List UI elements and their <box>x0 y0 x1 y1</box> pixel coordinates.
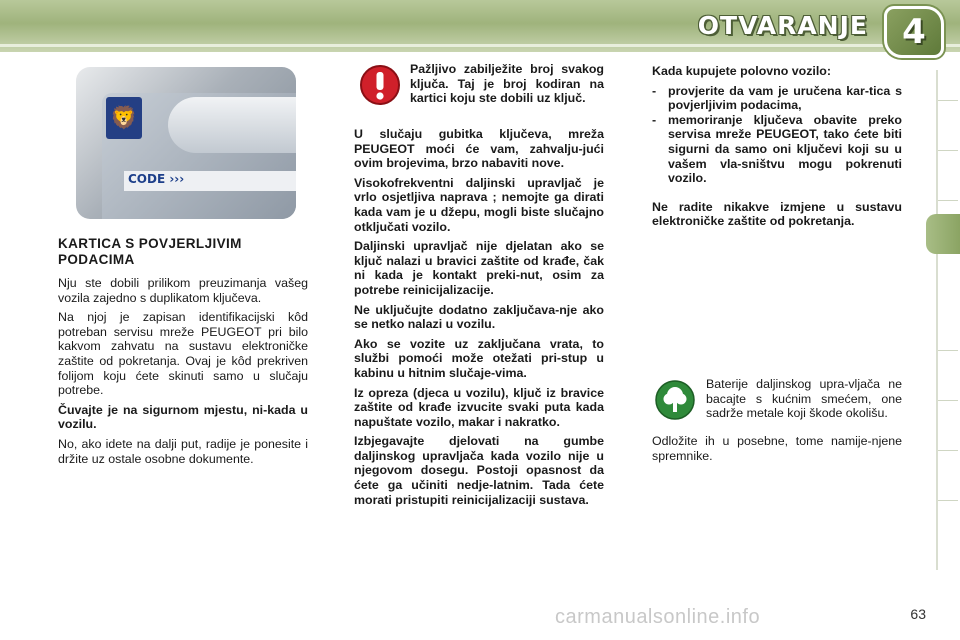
tab-marker <box>938 350 958 351</box>
used-vehicle-list <box>652 84 902 186</box>
immobiliser-note: Ne radite nikakve izmjene u sustavu elektroničke zaštite od pokretanja. <box>652 199 902 229</box>
col3-body <box>652 64 902 234</box>
battery-disposal-instruction: Odložite ih u posebne, tome namije-njene spremnike. <box>652 434 902 463</box>
col1-body <box>58 276 308 471</box>
col1-paragraph-bold: Čuvajte je na sigurnom mjestu, ni-kada u vozilu. <box>58 402 308 432</box>
chapter-tabs <box>936 70 960 570</box>
list-item: - memoriranje ključeva obavite preko servisa mreže PEUGEOT, tako ćete biti sigurni da samo oni ključevi koji su u vašem vla-sništvu mogu pokrenuti vozilo. <box>652 113 902 186</box>
section-title: OTVARANJE <box>697 11 868 40</box>
battery-disposal-text: Baterije daljinskog upra-vljača ne bacajte s kućnim smećem, one sadrže metale koji škode okolišu. <box>706 377 902 421</box>
col2-paragraph: Ne uključujte dodatno zaključava-nje ako se netko nalazi u vozilu. <box>354 302 604 332</box>
header-band <box>0 0 960 52</box>
chapter-number: 4 <box>902 12 926 52</box>
code-label: CODE ››› <box>128 172 185 186</box>
col1-paragraph: Nju ste dobili prilikom preuzimanja vašeg vozila zajedno s duplikatom ključeva. <box>58 276 308 305</box>
warning-icon <box>359 64 401 106</box>
tab-marker <box>938 500 958 501</box>
col2-paragraph: Ako se vozite uz zaključana vrata, to službi pomoći može otežati pri-stup u kabinu u hitnim slučaje-vima. <box>354 336 604 380</box>
col2-paragraph: Daljinski upravljač nije djelatan ako se ključ nalazi u bravici zaštite od krađe, čak ni kada je kontakt preki-nut, osim za potrebe reinicijalizacije. <box>354 239 604 297</box>
warning-intro: Pažljivo zabilježite broj svakog ključa. Taj je broj kodiran na kartici koju ste dobili uz ključ. <box>410 62 604 106</box>
tab-active-chapter <box>926 214 960 254</box>
col2-body <box>354 127 604 512</box>
key-shape <box>168 97 296 153</box>
card-section-title: KARTICA S POVJERLJIVIM PODACIMA <box>58 236 242 267</box>
page-number: 63 <box>910 606 926 622</box>
peugeot-lion-logo: 🦁 <box>106 97 142 139</box>
environment-tree-icon <box>655 380 695 420</box>
code-strip <box>124 171 296 191</box>
tab-marker <box>938 450 958 451</box>
watermark: carmanualsonline.info <box>555 606 761 628</box>
col2-paragraph: Visokofrekventni daljinski upravljač je vrlo osjetljiva naprava ; nemojte ga dirati kada vam je u džepu, mogli biste slučajno otključati vozilo. <box>354 175 604 234</box>
col2-paragraph: Iz opreza (djeca u vozilu), ključ iz bravice zaštite od krađe izvucite svaki puta kada napuštate vozilo, makar i nakratko. <box>354 385 604 429</box>
col1-paragraph: Na njoj je zapisan identifikacijski kôd potreban servisu mreže PEUGEOT pri bilo kakvom zahvatu na sustavu elektroničke zaštite od pokretanja. Ovaj je kôd prekriven folijom koju ćete skinuti samo u slučaju potrebe. <box>58 310 308 398</box>
col2-paragraph: Izbjegavajte djelovati na gumbe daljinskog upravljača kada vozilo nije u njegovom dosegu. Postoji opasnost da ćete ga učiniti nedje-latnim. Tada ćete morati pristupiti reinicijalizaciji sustava. <box>354 434 604 507</box>
chapter-badge <box>884 6 944 58</box>
col2-paragraph: U slučaju gubitka ključeva, mreža PEUGEOT moći će vam, zahvalju-jući ovim brojevima, brzo nabaviti nove. <box>354 127 604 171</box>
list-item: - provjerite da vam je uručena kar-tica s povjerljivim podacima, <box>652 84 902 113</box>
tab-marker <box>938 150 958 151</box>
col1-paragraph: No, ako idete na dalji put, radije je ponesite i držite uz ostale osobne dokumente. <box>58 436 308 466</box>
header-divider <box>0 44 960 47</box>
tab-marker <box>938 400 958 401</box>
used-vehicle-heading: Kada kupujete polovno vozilo: <box>652 64 831 78</box>
tab-marker <box>938 100 958 101</box>
tab-marker <box>938 200 958 201</box>
confidential-card-image <box>76 67 296 219</box>
